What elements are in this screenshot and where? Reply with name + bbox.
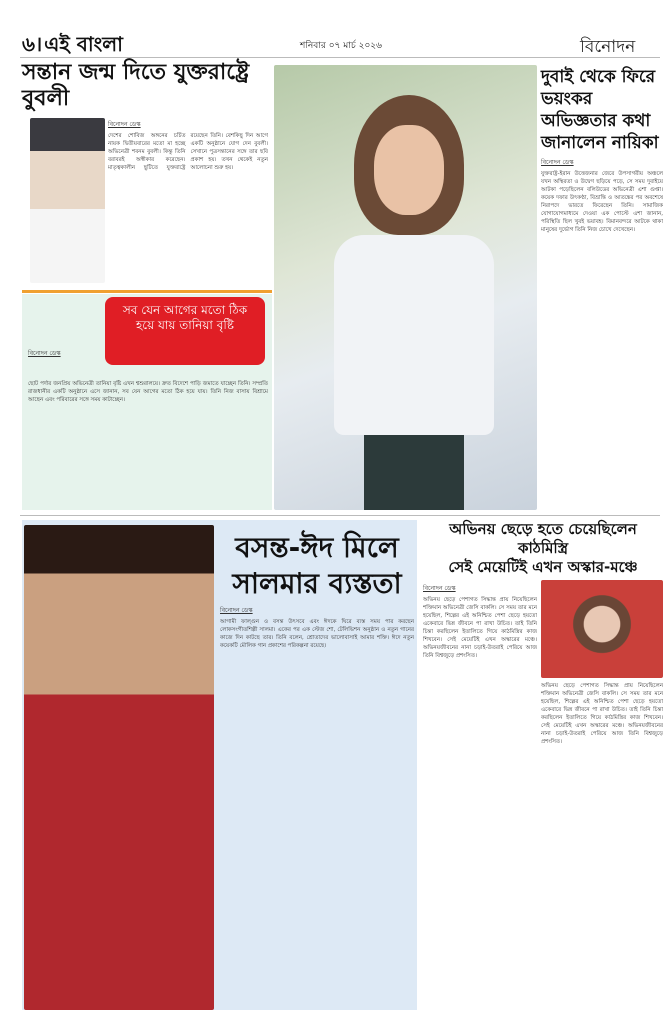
article5-body-row bbox=[423, 580, 663, 1008]
orange-rule bbox=[22, 290, 272, 293]
article5-column bbox=[423, 520, 663, 1008]
article-body: আগামী ফাল্গুন ও বসন্ত উৎসবে এবং ঈদকে ঘিরে ব্যস্ত সময় পার করছেন লোকসংগীতশিল্পী সালমা। একের পর এক স্টেজ শো, টেলিভিশন অনুষ্ঠান ও নতুন গানের কাজে দিন কাটছে তার। তিনি বলেন, শ্রোতাদের ভালোবাসাই আমার শক্তি। ঈদে নতুন কয়েকটি মৌলিক গান প্রকাশের পরিকল্পনা রয়েছে। bbox=[220, 619, 414, 649]
article-body: দেশের শোবিজ অঙ্গনের চর্চিত নায়ক দ্বিতীয়বারের মতো মা হচ্ছে অভিনেত্রী শবনম বুবলী। কিন্তু তিনি বরাবরই অস্বীকার করেছেন। মাতৃত্বকালীন ছুটিতে যুক্তরাষ্ট্রে রয়েছেন তিনি। বেশকিছু দিন আগে একটি অনুষ্ঠানে যোগ দেন বুবলী। সেখানে পুত্রসন্তানের সঙ্গে তার ছবি প্রকাশ হয়। তখন থেকেই নতুন আলোচনা শুরু হয়। bbox=[108, 133, 268, 171]
section-divider bbox=[20, 515, 660, 516]
masthead-logo: এই বাংলা bbox=[44, 32, 123, 56]
headline-bubly: সন্তান জন্ম দিতে যুক্তরাষ্ট্রে বুবলী bbox=[22, 60, 250, 111]
section-title: বিনোদন bbox=[580, 37, 636, 57]
byline: বিনোদন ডেস্ক bbox=[541, 159, 574, 166]
headline-dubai: দুবাই থেকে ফিরে ভয়ংকর অভিজ্ঞতার কথা জানালেন নায়িকা bbox=[541, 67, 659, 153]
headline-oscar: অভিনয় ছেড়ে হতে চেয়েছিলেন কাঠমিস্ত্রি সেই মেয়েটিই এখন অস্কার-মঞ্চে bbox=[448, 520, 638, 576]
article1-column bbox=[108, 116, 268, 288]
headline-salma: বসন্ত-ঈদ মিলে সালমার ব্যস্ততা bbox=[232, 531, 402, 600]
byline: বিনোদন ডেস্ক bbox=[423, 585, 456, 592]
callout-box: সব যেন আগের মতো ঠিক হয়ে যায় তানিয়া বৃষ্টি bbox=[105, 297, 265, 365]
jessie-buckley-photo bbox=[541, 580, 663, 678]
salma-photo bbox=[24, 525, 214, 1010]
date: শনিবার ০৭ মার্চ ২০২৬ bbox=[300, 41, 382, 51]
article5-right bbox=[541, 580, 663, 1008]
byline: বিনোদন ডেস্ক bbox=[220, 607, 253, 614]
article-body-cont: অভিনয় ছেড়ে পেশাগত সিদ্ধান্ত প্রায় নিয়েছিলেন শক্তিমান অভিনেত্রী জেসি বাকলি। সে সময় তার মনে হয়েছিল, শিল্পের এই অনিশ্চিত পেশা ছেড়ে হয়তো একেবারে ভিন্ন জীবনে পা রাখা উচিত। তাই তিনি চিন্তা করছিলেন ইতালিতে গিয়ে কাঠমিস্ত্রির কাজ শিখবেন। সেই মেয়েটিই এখন অস্কারের মঞ্চে। অভিনয়জীবনের নানা চড়াই-উতরাই পেরিয়ে আজ তিনি বিশ্বজুড়ে প্রশংসিত। bbox=[541, 683, 663, 745]
tania-brishty-photo bbox=[274, 65, 537, 510]
article5-left bbox=[423, 580, 537, 1008]
article-body: ছোট পর্দার জনপ্রিয় অভিনেত্রী তানিয়া বৃষ্টি এখন শ্বশুরালয়ে। দ্রুত বিদেশে পাড়ি জমাতে যাচ্ছেন তিনি। সম্প্রতি রাজধানীর একটি অনুষ্ঠানে এসে জানান, সব যেন আগের মতো ঠিক হয়ে যায়। তিনি নিজ বাসায় বিশ্রামে আছেন এবং পরিবারের সঙ্গে সময় কাটাচ্ছেন। bbox=[28, 381, 268, 403]
header-divider bbox=[20, 57, 660, 58]
bubly-photo bbox=[30, 118, 105, 283]
article-body: যুক্তরাষ্ট্র-ইরান উত্তেজনার জেরে উপসাগরীয় অঞ্চলে যখন অস্থিরতা ও উদ্বেগ ছড়িয়ে পড়ে, সে সময় দুবাইয়ে আটকা পড়েছিলেন বলিউডের অভিনেত্রী এশা গুপ্তা। কয়েক দফার উৎকণ্ঠা, বিভ্রান্তি ও আতঙ্কের পর অবশেষে নিরাপদে ভারতে ফিরেছেন তিনি। সামাজিক যোগাযোগমাধ্যমে দেওয়া এক পোস্টে এশা জানান, পরিস্থিতি ছিল খুবই ভয়াবহ। বিমানবন্দরে আটকে থাকা মানুষের দুর্ভোগ তিনি নিজ চোখে দেখেছেন। bbox=[541, 171, 663, 233]
article3-column bbox=[541, 66, 663, 510]
byline: বিনোদন ডেস্ক bbox=[28, 350, 61, 357]
byline: বিনোদন ডেস্ক bbox=[108, 121, 141, 128]
page-number: ৬। এই বাংলা bbox=[22, 32, 123, 56]
article4-column bbox=[220, 530, 414, 1008]
article-body: অভিনয় ছেড়ে পেশাগত সিদ্ধান্ত প্রায় নিয়েছিলেন শক্তিমান অভিনেত্রী জেসি বাকলি। সে সময় তার মনে হয়েছিল, শিল্পের এই অনিশ্চিত পেশা ছেড়ে হয়তো একেবারে ভিন্ন জীবনে পা রাখা উচিত। তাই তিনি চিন্তা করছিলেন ইতালিতে গিয়ে কাঠমিস্ত্রির কাজ শিখবেন। সেই মেয়েটিই এখন অস্কারের মঞ্চে। অভিনয়জীবনের নানা চড়াই-উতরাই পেরিয়ে আজ তিনি বিশ্বজুড়ে প্রশংসিত। bbox=[423, 597, 537, 659]
